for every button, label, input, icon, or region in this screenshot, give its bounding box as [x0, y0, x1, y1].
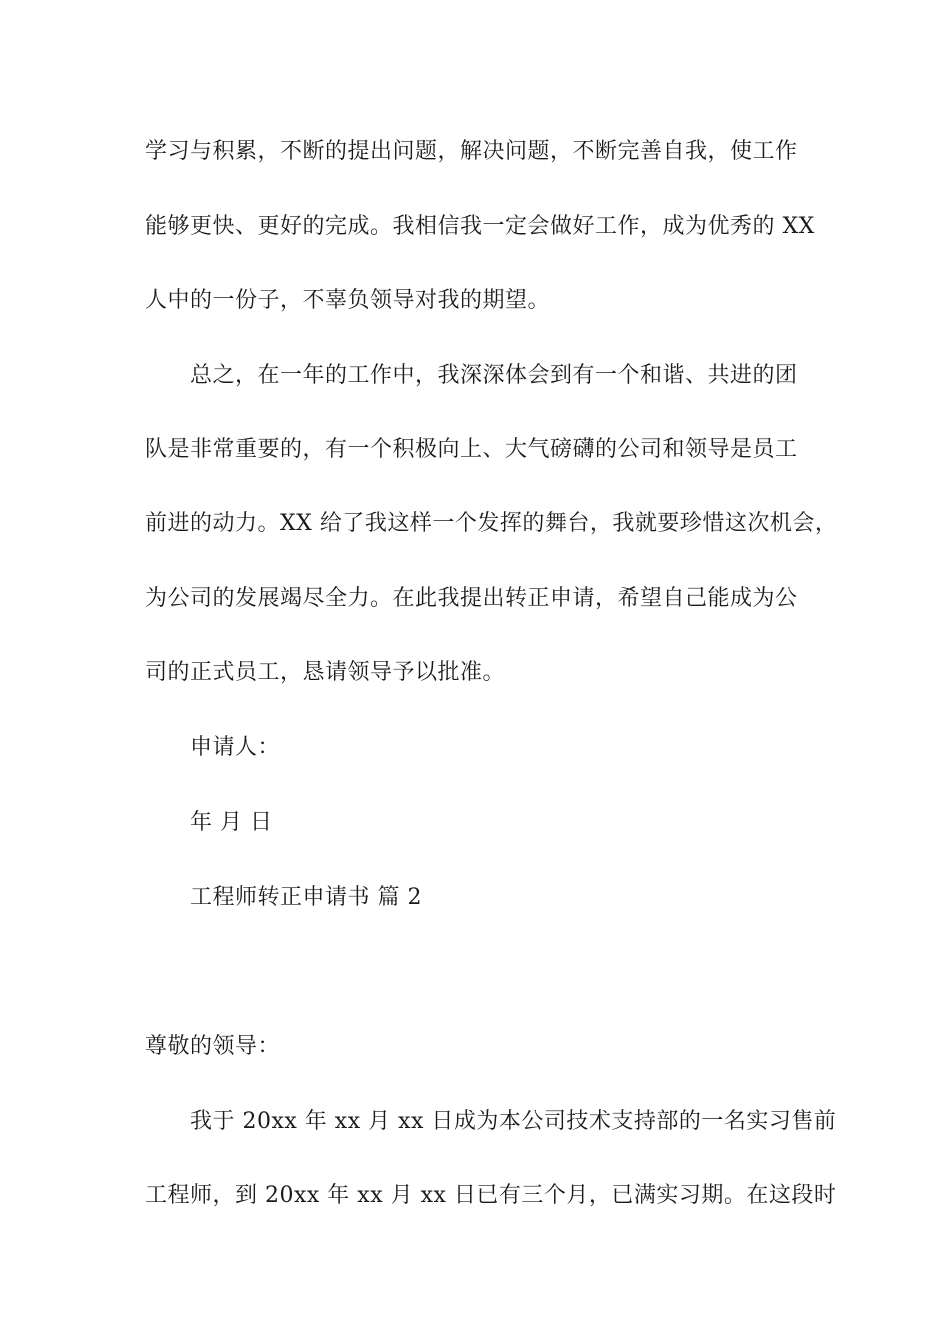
section-heading: 工程师转正申请书 篇 2 [190, 885, 422, 910]
paragraph-line: 工程师，到 20xx 年 xx 月 xx 日已有三个月，已满实习期。在这段时 [145, 1183, 837, 1208]
paragraph-line: 司的正式员工，恳请领导予以批准。 [145, 660, 506, 685]
paragraph-line: 学习与积累，不断的提出问题，解决问题，不断完善自我，使工作 [145, 139, 798, 164]
paragraph-line: 前进的动力。XX 给了我这样一个发挥的舞台，我就要珍惜这次机会， [145, 511, 838, 536]
date-line: 年 月 日 [190, 810, 273, 835]
applicant-label: 申请人： [190, 735, 281, 760]
paragraph-line: 人中的一份子，不辜负领导对我的期望。 [145, 288, 551, 313]
salutation: 尊敬的领导： [145, 1034, 281, 1059]
paragraph-line: 为公司的发展竭尽全力。在此我提出转正申请，希望自己能成为公 [145, 586, 798, 611]
paragraph-line: 总之，在一年的工作中，我深深体会到有一个和谐、共进的团 [190, 363, 798, 388]
paragraph-line: 我于 20xx 年 xx 月 xx 日成为本公司技术支持部的一名实习售前 [190, 1109, 837, 1134]
paragraph-line: 能够更快、更好的完成。我相信我一定会做好工作，成为优秀的 XX [145, 214, 815, 239]
paragraph-line: 队是非常重要的，有一个积极向上、大气磅礴的公司和领导是员工 [145, 437, 798, 462]
